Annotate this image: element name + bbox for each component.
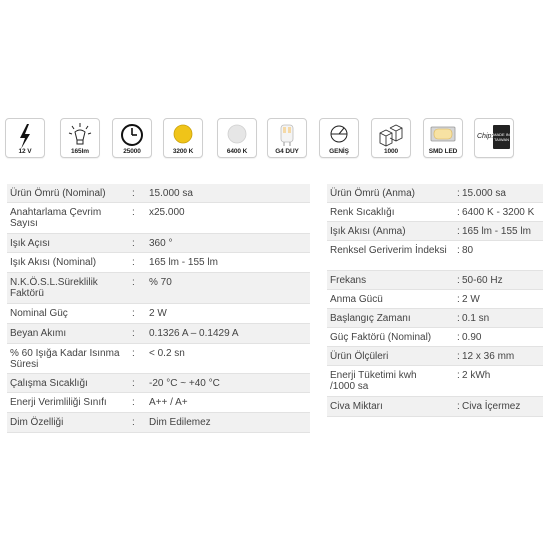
row-separator: : — [132, 417, 135, 428]
row-value: < 0.2 sn — [149, 348, 185, 359]
table-row — [327, 328, 543, 347]
row-separator: : — [457, 188, 460, 199]
row-separator: : — [457, 313, 460, 324]
row-label: Anahtarlama Çevrim Sayısı — [10, 207, 102, 229]
badge-line2: TAIWAN — [493, 137, 510, 142]
icon-caption: 1000 — [383, 148, 399, 155]
row-label: Dim Özelliği — [10, 417, 64, 428]
row-value: 0.1 sn — [462, 313, 490, 324]
row-separator: : — [457, 370, 460, 381]
row-value: 360 ° — [149, 238, 173, 249]
row-label: Nominal Güç — [10, 308, 68, 319]
table-row — [7, 344, 310, 374]
row-separator: : — [132, 328, 135, 339]
row-label: Renksel Geriverim İndeksi — [330, 245, 447, 256]
row-separator: : — [457, 245, 460, 256]
table-row — [7, 304, 310, 324]
table-row — [327, 290, 543, 309]
icon-tile-socket — [267, 118, 307, 158]
icon-tile-cycles — [371, 118, 411, 158]
row-value: 0.1326 A – 0.1429 A — [149, 328, 239, 339]
row-value: 165 lm - 155 lm — [149, 257, 218, 268]
row-label: % 60 Işığa Kadar Isınma Süresi — [10, 348, 120, 370]
row-separator: : — [132, 397, 135, 408]
row-label: Beyan Akımı — [10, 328, 67, 339]
row-label: Işık Akısı (Anma) — [330, 226, 406, 237]
table-row — [7, 413, 310, 433]
row-separator: : — [132, 188, 135, 199]
row-value: 2 W — [462, 294, 480, 305]
table-row — [7, 374, 310, 393]
left-spec-table — [7, 184, 310, 433]
row-separator: : — [457, 351, 460, 362]
row-label: Güç Faktörü (Nominal) — [330, 332, 432, 343]
table-row — [327, 309, 543, 328]
icon-tile-lifetime — [112, 118, 152, 158]
row-separator: : — [457, 401, 460, 412]
icon-tile-warm — [163, 118, 203, 158]
icon-tile-smd — [423, 118, 463, 158]
row-value: 80 — [462, 245, 474, 256]
row-value: 2 kWh — [462, 370, 491, 381]
row-separator: : — [132, 238, 135, 249]
table-row — [327, 347, 543, 366]
row-value: -20 °C ~ +40 °C — [149, 378, 220, 389]
feature-icon-strip — [5, 118, 545, 158]
badge-line1: MADE IN — [493, 132, 510, 137]
row-separator: : — [132, 257, 135, 268]
row-value: 0.90 — [462, 332, 482, 343]
icon-caption: 6400 K — [226, 148, 248, 155]
row-value: 165 lm - 155 lm — [462, 226, 531, 237]
icon-caption: 3200 K — [172, 148, 194, 155]
chip-label: Chip: — [477, 133, 494, 140]
row-value: Civa İçermez — [462, 401, 521, 412]
row-label: Ürün Ömrü (Anma) — [330, 188, 416, 199]
table-row — [7, 203, 310, 234]
icon-caption: 25000 — [123, 148, 141, 155]
table-row — [327, 184, 543, 203]
row-label: Frekans — [330, 275, 367, 286]
row-separator: : — [457, 294, 460, 305]
table-row — [7, 324, 310, 344]
row-label: Renk Sıcaklığı — [330, 207, 395, 218]
table-row — [327, 241, 543, 271]
row-value: 6400 K - 3200 K — [462, 207, 535, 218]
row-value: Dim Edilemez — [149, 417, 211, 428]
row-value: 50-60 Hz — [462, 275, 503, 286]
row-separator: : — [457, 207, 460, 218]
row-value: 15.000 sa — [462, 188, 506, 199]
table-row — [327, 366, 543, 397]
icon-tile-angle — [319, 118, 359, 158]
row-separator: : — [457, 275, 460, 286]
table-row — [7, 184, 310, 203]
row-separator: : — [132, 207, 135, 218]
icon-caption: SMD LED — [428, 148, 458, 155]
row-separator: : — [457, 226, 460, 237]
row-value: x25.000 — [149, 207, 185, 218]
table-row — [327, 397, 543, 417]
icon-caption: G4 DUY — [275, 148, 299, 155]
icon-caption: 165lm — [71, 148, 89, 155]
row-label: Çalışma Sıcaklığı — [10, 378, 88, 389]
row-label: Enerji Verimliliği Sınıfı — [10, 397, 107, 408]
icon-tile-chip — [474, 118, 514, 158]
table-row — [7, 273, 310, 304]
table-row — [7, 234, 310, 253]
row-label: N.K.Ö.S.L.Süreklilik Faktörü — [10, 277, 98, 299]
row-separator: : — [132, 277, 135, 288]
row-label: Enerji Tüketimi kwh /1000 sa — [330, 370, 417, 392]
table-row — [327, 271, 543, 290]
row-label: Ürün Ömrü (Nominal) — [10, 188, 106, 199]
row-label: Ürün Ölçüleri — [330, 351, 389, 362]
row-value: 2 W — [149, 308, 167, 319]
table-row — [7, 393, 310, 413]
icon-tile-voltage — [5, 118, 45, 158]
right-spec-table — [327, 184, 543, 417]
table-row — [327, 222, 543, 241]
row-value: A++ / A+ — [149, 397, 188, 408]
row-separator: : — [132, 348, 135, 359]
row-value: 15.000 sa — [149, 188, 193, 199]
table-row — [7, 253, 310, 273]
table-row — [327, 203, 543, 222]
row-label: Işık Açısı — [10, 238, 51, 249]
icon-tile-cool — [217, 118, 257, 158]
row-label: Başlangıç Zamanı — [330, 313, 411, 324]
row-value: 12 x 36 mm — [462, 351, 515, 362]
row-value: % 70 — [149, 277, 172, 288]
row-separator: : — [132, 308, 135, 319]
icon-caption: 12 V — [18, 148, 32, 155]
row-separator: : — [132, 378, 135, 389]
row-label: Civa Miktarı — [330, 401, 383, 412]
made-in-taiwan-icon — [493, 125, 510, 149]
icon-caption: GENİŞ — [329, 148, 349, 155]
row-separator: : — [457, 332, 460, 343]
row-label: Işık Akısı (Nominal) — [10, 257, 97, 268]
icon-tile-lumen — [60, 118, 100, 158]
row-label: Anma Gücü — [330, 294, 383, 305]
